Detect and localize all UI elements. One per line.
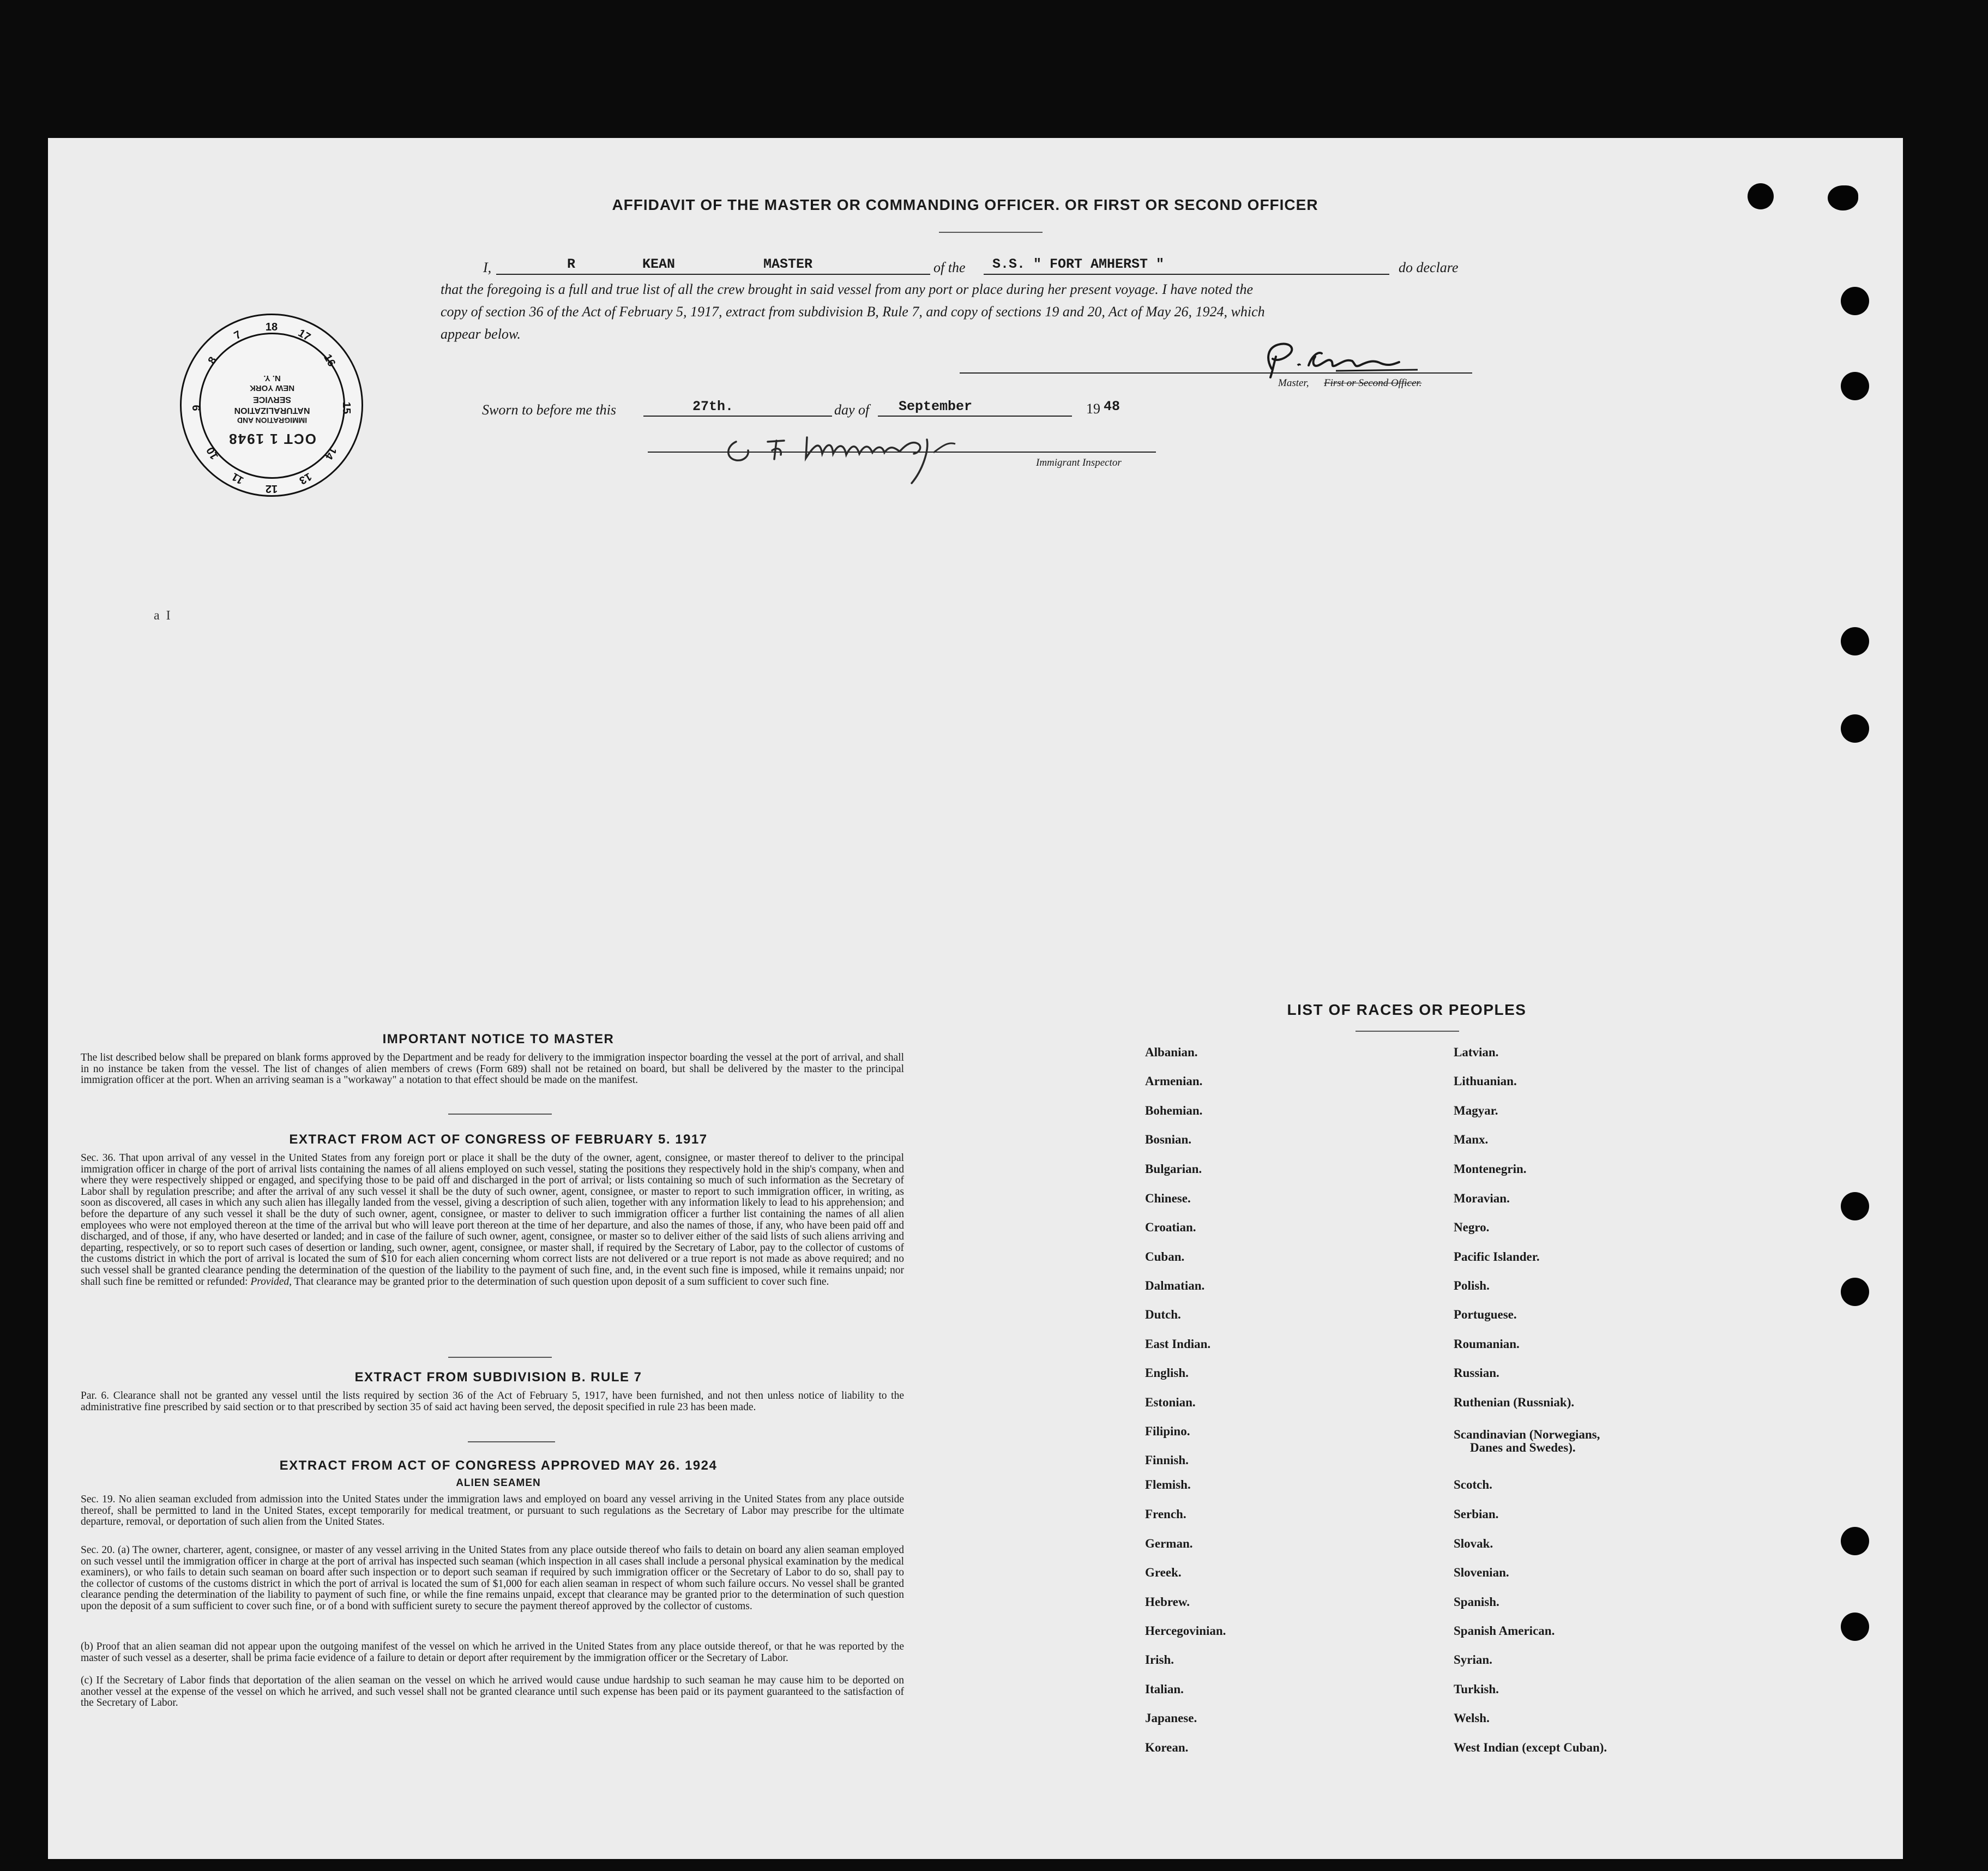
race-item: Finnish. (1145, 1453, 1189, 1467)
race-item: Armenian. (1145, 1074, 1203, 1088)
sworn-day: 27th. (692, 399, 734, 414)
stamp-line-2: NATURALIZATION (234, 406, 310, 415)
extract-1917-heading: EXTRACT FROM ACT OF CONGRESS OF FEBRUARY 5. 1917 (289, 1132, 708, 1147)
race-item: Greek. (1145, 1566, 1182, 1579)
notice-body: The list described below shall be prepared on blank forms approved by the Department and be ready for delivery to the immigration inspector boarding the vessel at the port of arrival, and shall in no instance be taken from the vessel. The list of changes of alien members of crews (Form 689) shall not be retained on board, but shall be delivered by the master to the principal immigration officer at the port. When an arriving seaman is a "workaway" a notation to that effect should be made on the manifest. (81, 1052, 904, 1086)
extract-1917-body (81, 1153, 904, 1288)
extract-1917-body-b: That clearance may be granted prior to the determination of such question upon deposit of a sum sufficient to cover such fine. (294, 1276, 829, 1288)
punch-hole (1841, 287, 1869, 315)
affidavit-line-4: appear below. (441, 326, 521, 342)
punch-hole (1841, 1192, 1869, 1220)
affidavit-title: AFFIDAVIT OF THE MASTER OR COMMANDING OFFICER. OR FIRST OR SECOND OFFICER (612, 196, 1318, 213)
immigration-date-stamp (180, 314, 363, 497)
race-item: Scandinavian (Norwegians, (1454, 1428, 1600, 1441)
sworn-month-line (878, 416, 1072, 417)
race-item: Cuban. (1145, 1250, 1185, 1264)
punch-hole (1841, 372, 1869, 400)
race-item: Spanish. (1454, 1595, 1499, 1609)
race-item: Flemish. (1145, 1478, 1191, 1491)
race-item: Japanese. (1145, 1711, 1197, 1725)
svg-text:10: 10 (204, 444, 221, 462)
race-item: Roumanian. (1454, 1337, 1520, 1351)
stamp-line-4: NEW YORK (249, 383, 295, 393)
officer-name-line (496, 274, 930, 275)
punch-hole (1841, 1527, 1869, 1555)
race-item: Dalmatian. (1145, 1279, 1205, 1292)
punch-hole (1841, 1613, 1869, 1641)
race-item: English. (1145, 1366, 1189, 1380)
officer-surname: KEAN (642, 256, 676, 272)
race-item: Bulgarian. (1145, 1162, 1202, 1176)
stamp-line-1: IMMIGRATION AND (237, 416, 308, 425)
svg-text:14: 14 (322, 444, 339, 462)
extract-1924-sec19: Sec. 19. No alien seaman excluded from admission into the United States under the immigration laws and employed on board any vessel arriving in the United States from any place outside thereof, shall be permitted to land in the United States, except temporarily for medical treatment, or pursuant to such regulations as the Secretary of Labor may prescribe for the ultimate departure, removal, or deportation of such alien from the United States. (81, 1494, 904, 1528)
race-item: Latvian. (1454, 1045, 1499, 1059)
year-suffix: 48 (1104, 399, 1120, 414)
races-heading: LIST OF RACES OR PEOPLES (1287, 1001, 1527, 1018)
extract-1924-sec20a: Sec. 20. (a) The owner, charterer, agent, consignee, or master of any vessel arriving in the United States from any place outside thereof who fails to detain on board any alien seaman employed on such vessel until the immigration officer in charge at the port of arrival has inspected such seaman (which inspection in all cases shall include a personal physical examination by the medical examiners), or who fails to detain such seaman on board after such inspection or to deport such seaman if required by such immigration officer or the Secretary of Labor to do so, shall pay to the collector of customs of the customs district in which the port of arrival is located the sum of $1,000 for each alien seaman in respect of whom such failure occurs. No vessel shall be granted clearance pending the determination of the liability to payment of such fine, or while the fine remains unpaid, except that clearance may be granted prior to the determination of such question upon the deposit of a sum sufficient to cover such fine, or of a bond with sufficient surety to secure the payment thereof approved by the collector of customs. (81, 1544, 904, 1612)
race-item: Montenegrin. (1454, 1162, 1527, 1176)
race-item: Syrian. (1454, 1653, 1492, 1667)
punch-hole (1841, 1278, 1869, 1306)
race-item: East Indian. (1145, 1337, 1211, 1351)
stamp-date: OCT 1 1948 (228, 431, 316, 447)
inspector-caption: Immigrant Inspector (1036, 457, 1122, 468)
race-item: Polish. (1454, 1279, 1490, 1292)
svg-text:11: 11 (230, 470, 246, 487)
race-item: Magyar. (1454, 1104, 1498, 1117)
race-item: Pacific Islander. (1454, 1250, 1540, 1264)
race-item: Spanish American. (1454, 1624, 1555, 1638)
affidavit-line-3: copy of section 36 of the Act of February 5, 1917, extract from subdivision B, Rule 7, and copy of sections 19 and 20, Act of May 26, 1924, which (441, 304, 1265, 320)
race-item: Negro. (1454, 1220, 1490, 1234)
svg-text:12: 12 (265, 483, 278, 495)
extract-rule7-heading: EXTRACT FROM SUBDIVISION B. RULE 7 (354, 1370, 642, 1385)
race-item: Chinese. (1145, 1192, 1191, 1205)
svg-text:13: 13 (297, 470, 314, 487)
race-item: Russian. (1454, 1366, 1499, 1380)
race-item: Portuguese. (1454, 1308, 1517, 1321)
race-item: Albanian. (1145, 1045, 1198, 1059)
race-item: Irish. (1145, 1653, 1174, 1667)
race-item: Filipino. (1145, 1424, 1190, 1438)
svg-text:15: 15 (340, 401, 352, 414)
race-item: Turkish. (1454, 1682, 1499, 1696)
extract-1917-provided: Provided, (250, 1276, 292, 1288)
of-the-label: of the (933, 260, 966, 275)
race-item: German. (1145, 1537, 1193, 1550)
master-caption: Master, (1278, 377, 1309, 389)
race-item: Korean. (1145, 1741, 1189, 1754)
race-item: Welsh. (1454, 1711, 1490, 1725)
svg-text:9: 9 (191, 405, 203, 411)
race-item: Estonian. (1145, 1395, 1196, 1409)
race-item: Ruthenian (Russniak). (1454, 1395, 1575, 1409)
svg-text:8: 8 (206, 354, 220, 366)
stamp-inner-ring (199, 333, 345, 479)
race-item: Slovenian. (1454, 1566, 1509, 1579)
extract-rule7-divider (468, 1441, 555, 1442)
vessel-name: S.S. " FORT AMHERST " (992, 256, 1165, 272)
race-item: Serbian. (1454, 1507, 1499, 1521)
race-item: Manx. (1454, 1133, 1489, 1146)
stamp-line-3: SERVICE (253, 395, 291, 404)
stamp-line-5: N. Y. (263, 374, 281, 383)
race-item: Bosnian. (1145, 1133, 1192, 1146)
margin-mark: a I (154, 609, 171, 623)
race-item: Bohemian. (1145, 1104, 1203, 1117)
svg-text:7: 7 (232, 328, 244, 342)
race-item: Hercegovinian. (1145, 1624, 1226, 1638)
year-prefix: 19 (1086, 401, 1100, 417)
affidavit-line-2: that the foregoing is a full and true list of all the crew brought in said vessel from any port or place during her present voyage. I have noted the (441, 281, 1253, 297)
affidavit-intro: I, (483, 260, 492, 275)
officer-rank: MASTER (763, 256, 813, 272)
extract-1924-subheading: ALIEN SEAMEN (456, 1477, 541, 1489)
race-item: Hebrew. (1145, 1595, 1190, 1609)
extract-1924-sec20c: (c) If the Secretary of Labor finds that deportation of the alien seaman on the vessel on which he arrived would cause undue hardship to such seaman he may cause him to be deported on another vessel at the expense of the vessel on which he arrived, and such vessel shall not be granted clearance until such expense has been paid or its payment guaranteed to the satisfaction of the Secretary of Labor. (81, 1675, 904, 1709)
notice-heading: IMPORTANT NOTICE TO MASTER (382, 1032, 615, 1046)
svg-text:16: 16 (321, 352, 338, 369)
sworn-day-line (643, 416, 832, 417)
do-declare-label: do declare (1399, 260, 1459, 275)
struck-officer-caption: First or Second Officer. (1324, 377, 1422, 389)
race-item: Italian. (1145, 1682, 1184, 1696)
extract-rule7-body: Par. 6. Clearance shall not be granted any vessel until the lists required by section 36 of the Act of February 5, 1917, have been furnished, and not then unless notice of liability to the administrative fine prescribed by said section or to that prescribed by section 35 of said act having been served, the deposit specified in rule 23 has been made. (81, 1390, 904, 1413)
extract-1917-body-a: Sec. 36. That upon arrival of any vessel in the United States from any foreign port or place it shall be the duty of the owner, agent, consignee, or master thereof to deliver to the principal immigration officer in charge of the port of arrival lists containing the names of all aliens employed on such vessel, stating the positions they respectively hold in the ship's company, when and where they were respectively shipped or engaged, and specifying those to be paid off and discharged in the port of arrival; or lists containing so much of such information as the Secretary of Labor shall by regulation prescribe; and after the arrival of any such vessel it shall be the duty of such owner, agent, consignee, or master to report to such immigration officer, in writing, as soon as discovered, all cases in which any such alien has illegally landed from the vessel, giving a description of such alien, together with any information likely to lead to his apprehension; and before the departure of any such vessel it shall be the duty of such owner, agent, consignee, or master to deliver to such immigration officer a further list containing the names of all alien employees who were not employed thereon at the time of the arrival but who will leave port thereon at the time of her departure, and also the names of those, if any, who have been paid off and discharged, and of those, if any, who have deserted or landed; and in case of the failure of such owner, agent, consignee, or master so to deliver either of the said lists of such aliens arriving and departing, respectively, or so to report such cases of desertion or landing, such owner, agent, consignee, or master shall, if required by the Secretary of Labor, pay to the collector of customs of the customs district in which the port of arrival is located the sum of $10 for each alien concerning whom correct lists are not delivered or a true report is not made as above required; and no such vessel shall be granted clearance pending the determination of the question of the liability to the payment of such fine, and, in the event such fine is imposed, while it remains unpaid; nor shall such fine be remitted or refunded: (81, 1152, 904, 1288)
svg-text:18: 18 (265, 321, 278, 333)
race-item: West Indian (except Cuban). (1454, 1741, 1607, 1754)
officer-initial: R (567, 256, 576, 272)
title-divider (939, 232, 1043, 233)
punch-hole (1828, 185, 1858, 210)
vessel-name-line (984, 274, 1389, 275)
extract-1917-divider (448, 1357, 552, 1358)
race-item-continuation: Danes and Swedes). (1470, 1441, 1576, 1454)
sworn-prefix: Sworn to before me this (482, 402, 617, 418)
punch-hole (1841, 627, 1869, 655)
punch-hole (1748, 183, 1774, 209)
race-item: French. (1145, 1507, 1186, 1521)
svg-text:17: 17 (296, 327, 313, 344)
sworn-month: September (899, 399, 973, 414)
day-of-label: day of (834, 402, 870, 418)
punch-hole (1841, 714, 1869, 743)
notice-divider (448, 1114, 552, 1115)
race-item: Slovak. (1454, 1537, 1493, 1550)
inspector-signature (720, 420, 1069, 491)
race-item: Scotch. (1454, 1478, 1492, 1491)
race-item: Dutch. (1145, 1308, 1181, 1321)
race-item: Moravian. (1454, 1192, 1510, 1205)
race-item: Lithuanian. (1454, 1074, 1517, 1088)
extract-1924-sec20b: (b) Proof that an alien seaman did not appear upon the outgoing manifest of the vessel on which he arrived in the United States from any place outside thereof, or that he was reported by the master of such vessel as a deserter, shall be prima facie evidence of a failure to detain or deport after requirement by the immigration officer or the Secretary of Labor. (81, 1641, 904, 1664)
races-divider (1356, 1031, 1459, 1032)
master-signature (1254, 337, 1445, 381)
extract-1924-heading: EXTRACT FROM ACT OF CONGRESS APPROVED MAY 26. 1924 (279, 1458, 718, 1473)
race-item: Croatian. (1145, 1220, 1196, 1234)
